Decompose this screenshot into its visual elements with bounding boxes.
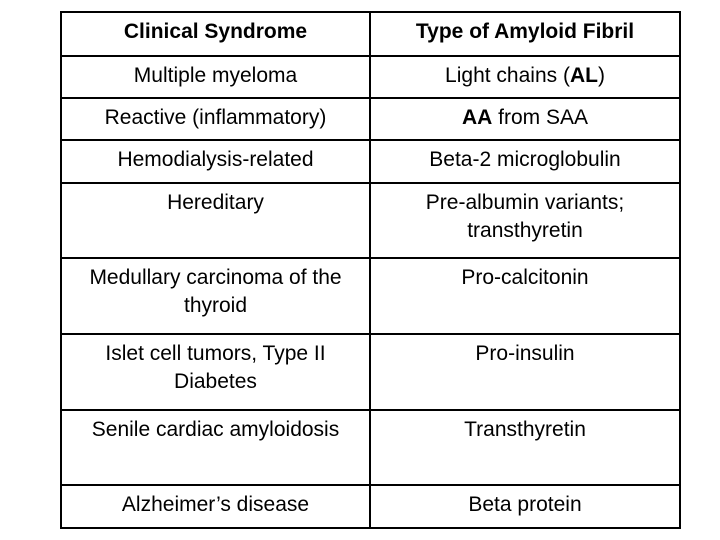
- fibril-abbrev: AL: [569, 64, 598, 87]
- fibril-abbrev: AA: [461, 106, 493, 129]
- syndrome-cell: Medullary carcinoma of the thyroid: [61, 258, 370, 334]
- header-amyloid-fibril: Type of Amyloid Fibril: [370, 12, 680, 56]
- table-row: [61, 98, 680, 140]
- fibril-cell: Beta protein: [370, 485, 680, 528]
- fibril-text: Light chains (: [445, 64, 570, 87]
- fibril-cell: Pro-calcitonin: [370, 258, 680, 334]
- syndrome-cell: Senile cardiac amyloidosis: [61, 410, 370, 485]
- syndrome-cell: Alzheimer’s disease: [61, 485, 370, 528]
- syndrome-cell: Hemodialysis-related: [61, 140, 370, 183]
- syndrome-cell: Multiple myeloma: [61, 56, 370, 98]
- table-header-row: [61, 12, 680, 56]
- fibril-cell: Pro-insulin: [370, 334, 680, 410]
- table-row: [61, 183, 680, 258]
- fibril-cell: Transthyretin: [370, 410, 680, 485]
- syndrome-cell: Islet cell tumors, Type II Diabetes: [61, 334, 370, 410]
- header-clinical-syndrome: Clinical Syndrome: [61, 12, 370, 56]
- syndrome-cell: Reactive (inflammatory): [61, 98, 370, 140]
- fibril-cell: Beta-2 microglobulin: [370, 140, 680, 183]
- table-row: [61, 410, 680, 485]
- syndrome-cell: Hereditary: [61, 183, 370, 258]
- table-row: [61, 56, 680, 98]
- table-row: [61, 485, 680, 528]
- table-row: [61, 140, 680, 183]
- table-row: [61, 334, 680, 410]
- fibril-cell: [370, 98, 680, 140]
- fibril-cell: Pre-albumin variants; transthyretin: [370, 183, 680, 258]
- fibril-text: ): [597, 64, 605, 87]
- fibril-text: from SAA: [492, 106, 589, 129]
- fibril-cell: [370, 56, 680, 98]
- amyloid-table: [60, 11, 681, 529]
- table-row: [61, 258, 680, 334]
